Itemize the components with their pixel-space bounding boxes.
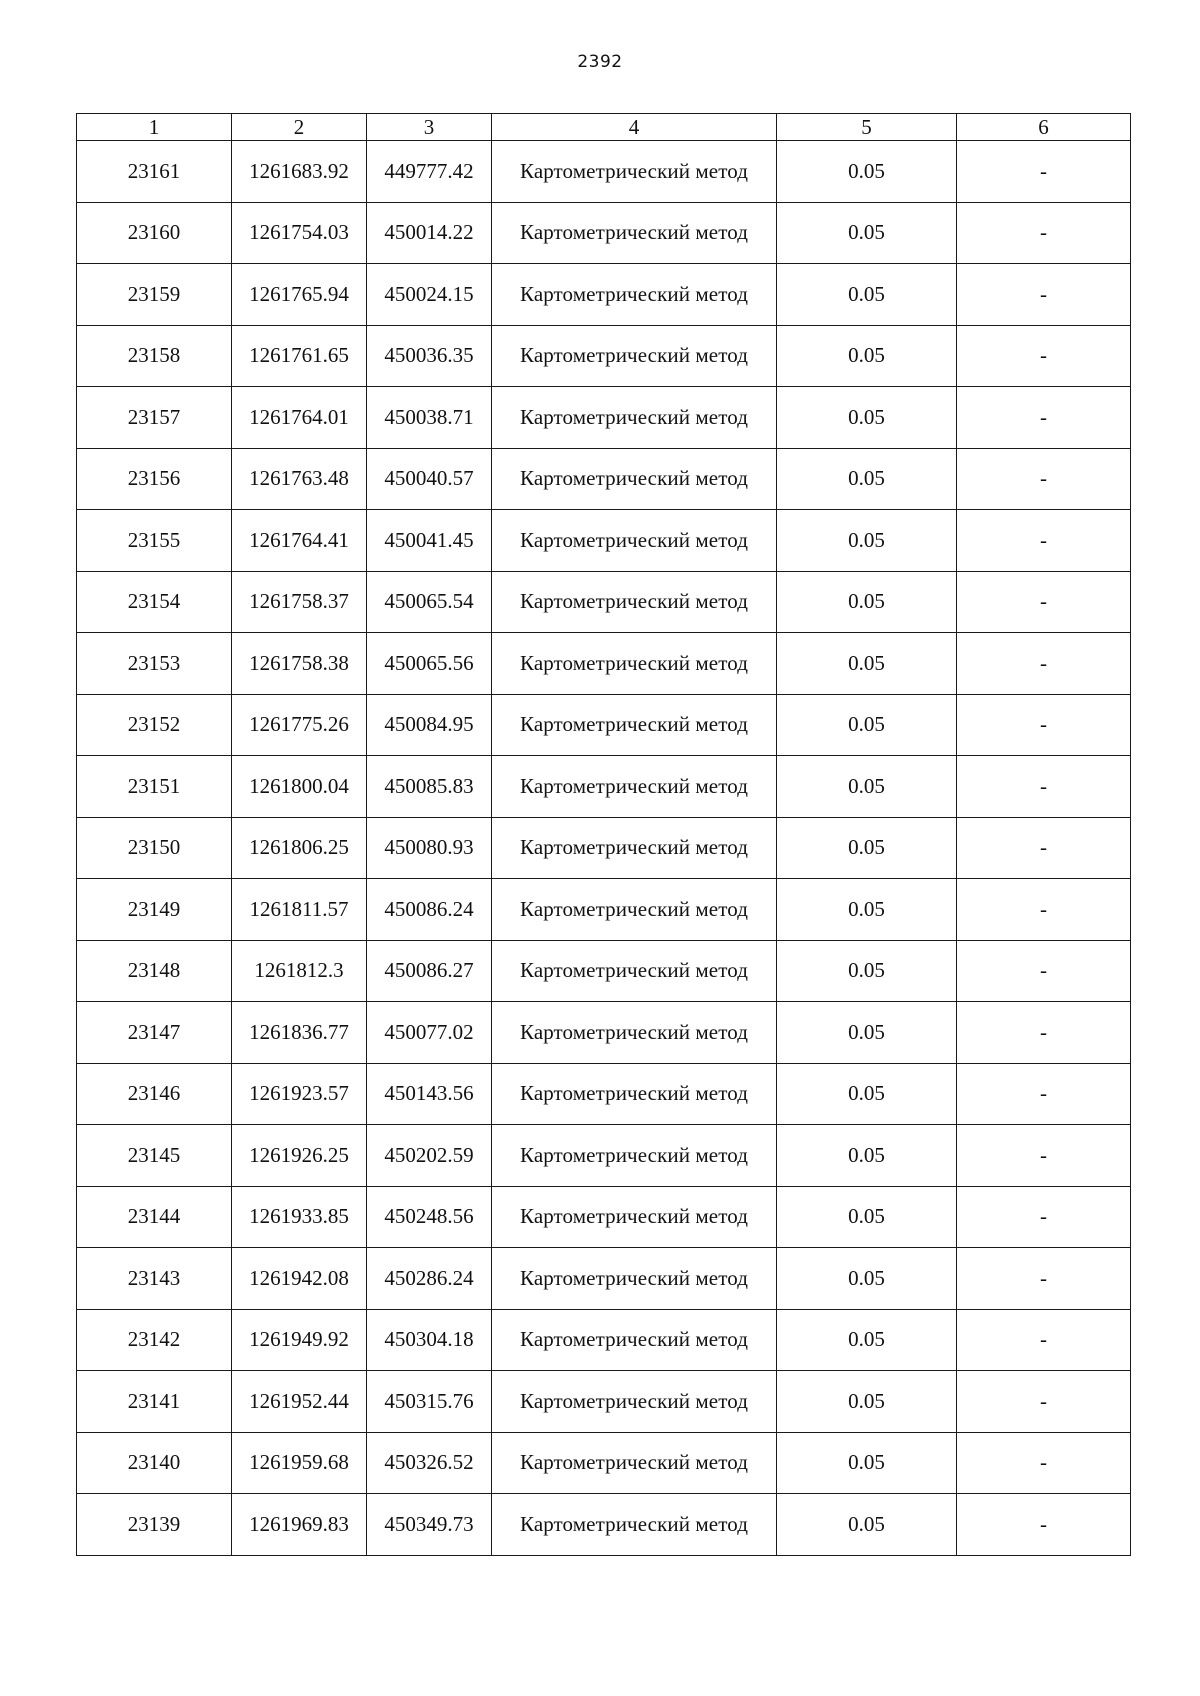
x-coordinate-cell: 1261775.26 [232, 694, 367, 756]
x-coordinate-cell: 1261923.57 [232, 1063, 367, 1125]
accuracy-cell: 0.05 [777, 264, 957, 326]
table-row [77, 817, 1131, 879]
point-number-cell: 23140 [77, 1432, 232, 1494]
y-coordinate-cell: 450065.56 [367, 633, 492, 695]
method-cell: Картометрический метод [492, 940, 777, 1002]
method-cell: Картометрический метод [492, 694, 777, 756]
accuracy-cell: 0.05 [777, 1248, 957, 1310]
x-coordinate-cell: 1261683.92 [232, 141, 367, 203]
accuracy-cell: 0.05 [777, 448, 957, 510]
table-row [77, 571, 1131, 633]
table-row [77, 1063, 1131, 1125]
point-number-cell: 23153 [77, 633, 232, 695]
note-cell: - [957, 817, 1131, 879]
x-coordinate-cell: 1261758.38 [232, 633, 367, 695]
y-coordinate-cell: 450086.24 [367, 879, 492, 941]
table-row [77, 325, 1131, 387]
note-cell: - [957, 1186, 1131, 1248]
table-header [77, 114, 1131, 141]
method-cell: Картометрический метод [492, 1309, 777, 1371]
x-coordinate-cell: 1261761.65 [232, 325, 367, 387]
accuracy-cell: 0.05 [777, 571, 957, 633]
header-row [77, 114, 1131, 141]
point-number-cell: 23145 [77, 1125, 232, 1187]
table-row [77, 879, 1131, 941]
method-cell: Картометрический метод [492, 1063, 777, 1125]
table-row [77, 1125, 1131, 1187]
method-cell: Картометрический метод [492, 141, 777, 203]
coordinates-table [76, 113, 1131, 1556]
note-cell: - [957, 448, 1131, 510]
x-coordinate-cell: 1261800.04 [232, 756, 367, 818]
method-cell: Картометрический метод [492, 1125, 777, 1187]
method-cell: Картометрический метод [492, 448, 777, 510]
column-header-3: 3 [367, 114, 492, 141]
accuracy-cell: 0.05 [777, 879, 957, 941]
method-cell: Картометрический метод [492, 1186, 777, 1248]
x-coordinate-cell: 1261933.85 [232, 1186, 367, 1248]
y-coordinate-cell: 450085.83 [367, 756, 492, 818]
y-coordinate-cell: 450024.15 [367, 264, 492, 326]
method-cell: Картометрический метод [492, 1371, 777, 1433]
method-cell: Картометрический метод [492, 510, 777, 572]
note-cell: - [957, 1248, 1131, 1310]
point-number-cell: 23150 [77, 817, 232, 879]
table-row [77, 633, 1131, 695]
table-row [77, 694, 1131, 756]
y-coordinate-cell: 450077.02 [367, 1002, 492, 1064]
note-cell: - [957, 940, 1131, 1002]
method-cell: Картометрический метод [492, 1432, 777, 1494]
y-coordinate-cell: 450080.93 [367, 817, 492, 879]
y-coordinate-cell: 450248.56 [367, 1186, 492, 1248]
column-header-6: 6 [957, 114, 1131, 141]
method-cell: Картометрический метод [492, 1248, 777, 1310]
accuracy-cell: 0.05 [777, 756, 957, 818]
method-cell: Картометрический метод [492, 325, 777, 387]
x-coordinate-cell: 1261765.94 [232, 264, 367, 326]
x-coordinate-cell: 1261811.57 [232, 879, 367, 941]
point-number-cell: 23158 [77, 325, 232, 387]
method-cell: Картометрический метод [492, 1494, 777, 1556]
table-row [77, 1186, 1131, 1248]
note-cell: - [957, 141, 1131, 203]
point-number-cell: 23151 [77, 756, 232, 818]
point-number-cell: 23141 [77, 1371, 232, 1433]
y-coordinate-cell: 450038.71 [367, 387, 492, 449]
x-coordinate-cell: 1261969.83 [232, 1494, 367, 1556]
column-header-4: 4 [492, 114, 777, 141]
x-coordinate-cell: 1261949.92 [232, 1309, 367, 1371]
note-cell: - [957, 1063, 1131, 1125]
y-coordinate-cell: 449777.42 [367, 141, 492, 203]
note-cell: - [957, 571, 1131, 633]
point-number-cell: 23156 [77, 448, 232, 510]
point-number-cell: 23149 [77, 879, 232, 941]
x-coordinate-cell: 1261942.08 [232, 1248, 367, 1310]
method-cell: Картометрический метод [492, 202, 777, 264]
table-row [77, 202, 1131, 264]
column-header-2: 2 [232, 114, 367, 141]
y-coordinate-cell: 450286.24 [367, 1248, 492, 1310]
x-coordinate-cell: 1261952.44 [232, 1371, 367, 1433]
note-cell: - [957, 633, 1131, 695]
point-number-cell: 23144 [77, 1186, 232, 1248]
point-number-cell: 23161 [77, 141, 232, 203]
note-cell: - [957, 879, 1131, 941]
point-number-cell: 23157 [77, 387, 232, 449]
y-coordinate-cell: 450304.18 [367, 1309, 492, 1371]
accuracy-cell: 0.05 [777, 1371, 957, 1433]
page-number: 2392 [577, 52, 623, 72]
x-coordinate-cell: 1261764.41 [232, 510, 367, 572]
table-row [77, 1002, 1131, 1064]
accuracy-cell: 0.05 [777, 1002, 957, 1064]
table-row [77, 141, 1131, 203]
column-header-5: 5 [777, 114, 957, 141]
point-number-cell: 23139 [77, 1494, 232, 1556]
note-cell: - [957, 1371, 1131, 1433]
note-cell: - [957, 1432, 1131, 1494]
method-cell: Картометрический метод [492, 571, 777, 633]
table-row [77, 1309, 1131, 1371]
note-cell: - [957, 1494, 1131, 1556]
accuracy-cell: 0.05 [777, 1125, 957, 1187]
method-cell: Картометрический метод [492, 817, 777, 879]
table-row [77, 756, 1131, 818]
note-cell: - [957, 1309, 1131, 1371]
accuracy-cell: 0.05 [777, 1494, 957, 1556]
note-cell: - [957, 756, 1131, 818]
point-number-cell: 23154 [77, 571, 232, 633]
x-coordinate-cell: 1261763.48 [232, 448, 367, 510]
accuracy-cell: 0.05 [777, 141, 957, 203]
accuracy-cell: 0.05 [777, 325, 957, 387]
y-coordinate-cell: 450086.27 [367, 940, 492, 1002]
accuracy-cell: 0.05 [777, 1063, 957, 1125]
accuracy-cell: 0.05 [777, 817, 957, 879]
x-coordinate-cell: 1261764.01 [232, 387, 367, 449]
table-row [77, 1494, 1131, 1556]
table-row [77, 264, 1131, 326]
accuracy-cell: 0.05 [777, 1432, 957, 1494]
point-number-cell: 23159 [77, 264, 232, 326]
method-cell: Картометрический метод [492, 756, 777, 818]
y-coordinate-cell: 450315.76 [367, 1371, 492, 1433]
note-cell: - [957, 387, 1131, 449]
table-row [77, 387, 1131, 449]
accuracy-cell: 0.05 [777, 387, 957, 449]
note-cell: - [957, 510, 1131, 572]
x-coordinate-cell: 1261754.03 [232, 202, 367, 264]
x-coordinate-cell: 1261758.37 [232, 571, 367, 633]
point-number-cell: 23148 [77, 940, 232, 1002]
y-coordinate-cell: 450143.56 [367, 1063, 492, 1125]
note-cell: - [957, 694, 1131, 756]
method-cell: Картометрический метод [492, 633, 777, 695]
accuracy-cell: 0.05 [777, 202, 957, 264]
y-coordinate-cell: 450202.59 [367, 1125, 492, 1187]
table-row [77, 510, 1131, 572]
accuracy-cell: 0.05 [777, 694, 957, 756]
method-cell: Картометрический метод [492, 879, 777, 941]
y-coordinate-cell: 450326.52 [367, 1432, 492, 1494]
note-cell: - [957, 264, 1131, 326]
table-row [77, 940, 1131, 1002]
note-cell: - [957, 1002, 1131, 1064]
x-coordinate-cell: 1261806.25 [232, 817, 367, 879]
point-number-cell: 23143 [77, 1248, 232, 1310]
accuracy-cell: 0.05 [777, 1186, 957, 1248]
point-number-cell: 23146 [77, 1063, 232, 1125]
x-coordinate-cell: 1261812.3 [232, 940, 367, 1002]
point-number-cell: 23142 [77, 1309, 232, 1371]
y-coordinate-cell: 450036.35 [367, 325, 492, 387]
table-body [77, 141, 1131, 1556]
point-number-cell: 23155 [77, 510, 232, 572]
accuracy-cell: 0.05 [777, 1309, 957, 1371]
method-cell: Картометрический метод [492, 1002, 777, 1064]
table-row [77, 1248, 1131, 1310]
method-cell: Картометрический метод [492, 264, 777, 326]
accuracy-cell: 0.05 [777, 633, 957, 695]
table-row [77, 448, 1131, 510]
point-number-cell: 23160 [77, 202, 232, 264]
table-row [77, 1432, 1131, 1494]
x-coordinate-cell: 1261836.77 [232, 1002, 367, 1064]
x-coordinate-cell: 1261926.25 [232, 1125, 367, 1187]
accuracy-cell: 0.05 [777, 940, 957, 1002]
note-cell: - [957, 1125, 1131, 1187]
y-coordinate-cell: 450084.95 [367, 694, 492, 756]
note-cell: - [957, 325, 1131, 387]
x-coordinate-cell: 1261959.68 [232, 1432, 367, 1494]
note-cell: - [957, 202, 1131, 264]
point-number-cell: 23152 [77, 694, 232, 756]
y-coordinate-cell: 450065.54 [367, 571, 492, 633]
y-coordinate-cell: 450040.57 [367, 448, 492, 510]
y-coordinate-cell: 450041.45 [367, 510, 492, 572]
method-cell: Картометрический метод [492, 387, 777, 449]
accuracy-cell: 0.05 [777, 510, 957, 572]
table-row [77, 1371, 1131, 1433]
y-coordinate-cell: 450014.22 [367, 202, 492, 264]
y-coordinate-cell: 450349.73 [367, 1494, 492, 1556]
point-number-cell: 23147 [77, 1002, 232, 1064]
column-header-1: 1 [77, 114, 232, 141]
